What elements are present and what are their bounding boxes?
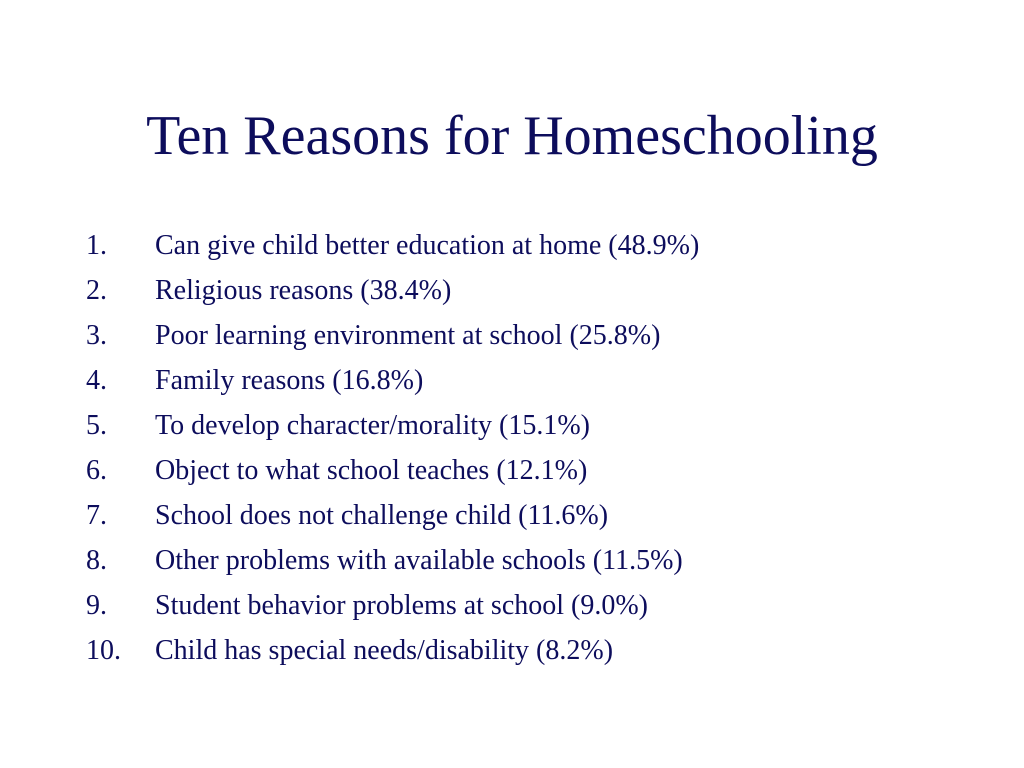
list-item [86,631,986,676]
list-item-text: Other problems with available schools (11.5%) [155,545,683,576]
reasons-list [86,226,986,676]
list-item [86,271,986,316]
list-item [86,541,986,586]
list-item-text: Family reasons (16.8%) [155,365,424,396]
list-item [86,316,986,361]
list-item-number: 10. [86,635,121,666]
list-item-number: 3. [86,320,107,351]
list-item-text: Student behavior problems at school (9.0%) [155,590,649,621]
list-item [86,496,986,541]
list-item-number: 7. [86,500,107,531]
list-item-text: To develop character/morality (15.1%) [155,410,590,441]
list-item-number: 8. [86,545,107,576]
list-item-number: 6. [86,455,107,486]
list-item [86,451,986,496]
list-item-number: 2. [86,275,107,306]
slide-title: Ten Reasons for Homeschooling [146,105,878,167]
list-item-text: Object to what school teaches (12.1%) [155,455,588,486]
list-item [86,586,986,631]
list-item-text: Child has special needs/disability (8.2%) [155,635,614,666]
list-item [86,226,986,271]
list-item-text: Poor learning environment at school (25.8%) [155,320,661,351]
list-item-text: Can give child better education at home (48.9%) [155,230,700,261]
list-item [86,406,986,451]
list-item-text: School does not challenge child (11.6%) [155,500,609,531]
list-item-number: 4. [86,365,107,396]
list-item-number: 9. [86,590,107,621]
list-item-text: Religious reasons (38.4%) [155,275,452,306]
list-item-number: 1. [86,230,107,261]
list-item-number: 5. [86,410,107,441]
list-item [86,361,986,406]
